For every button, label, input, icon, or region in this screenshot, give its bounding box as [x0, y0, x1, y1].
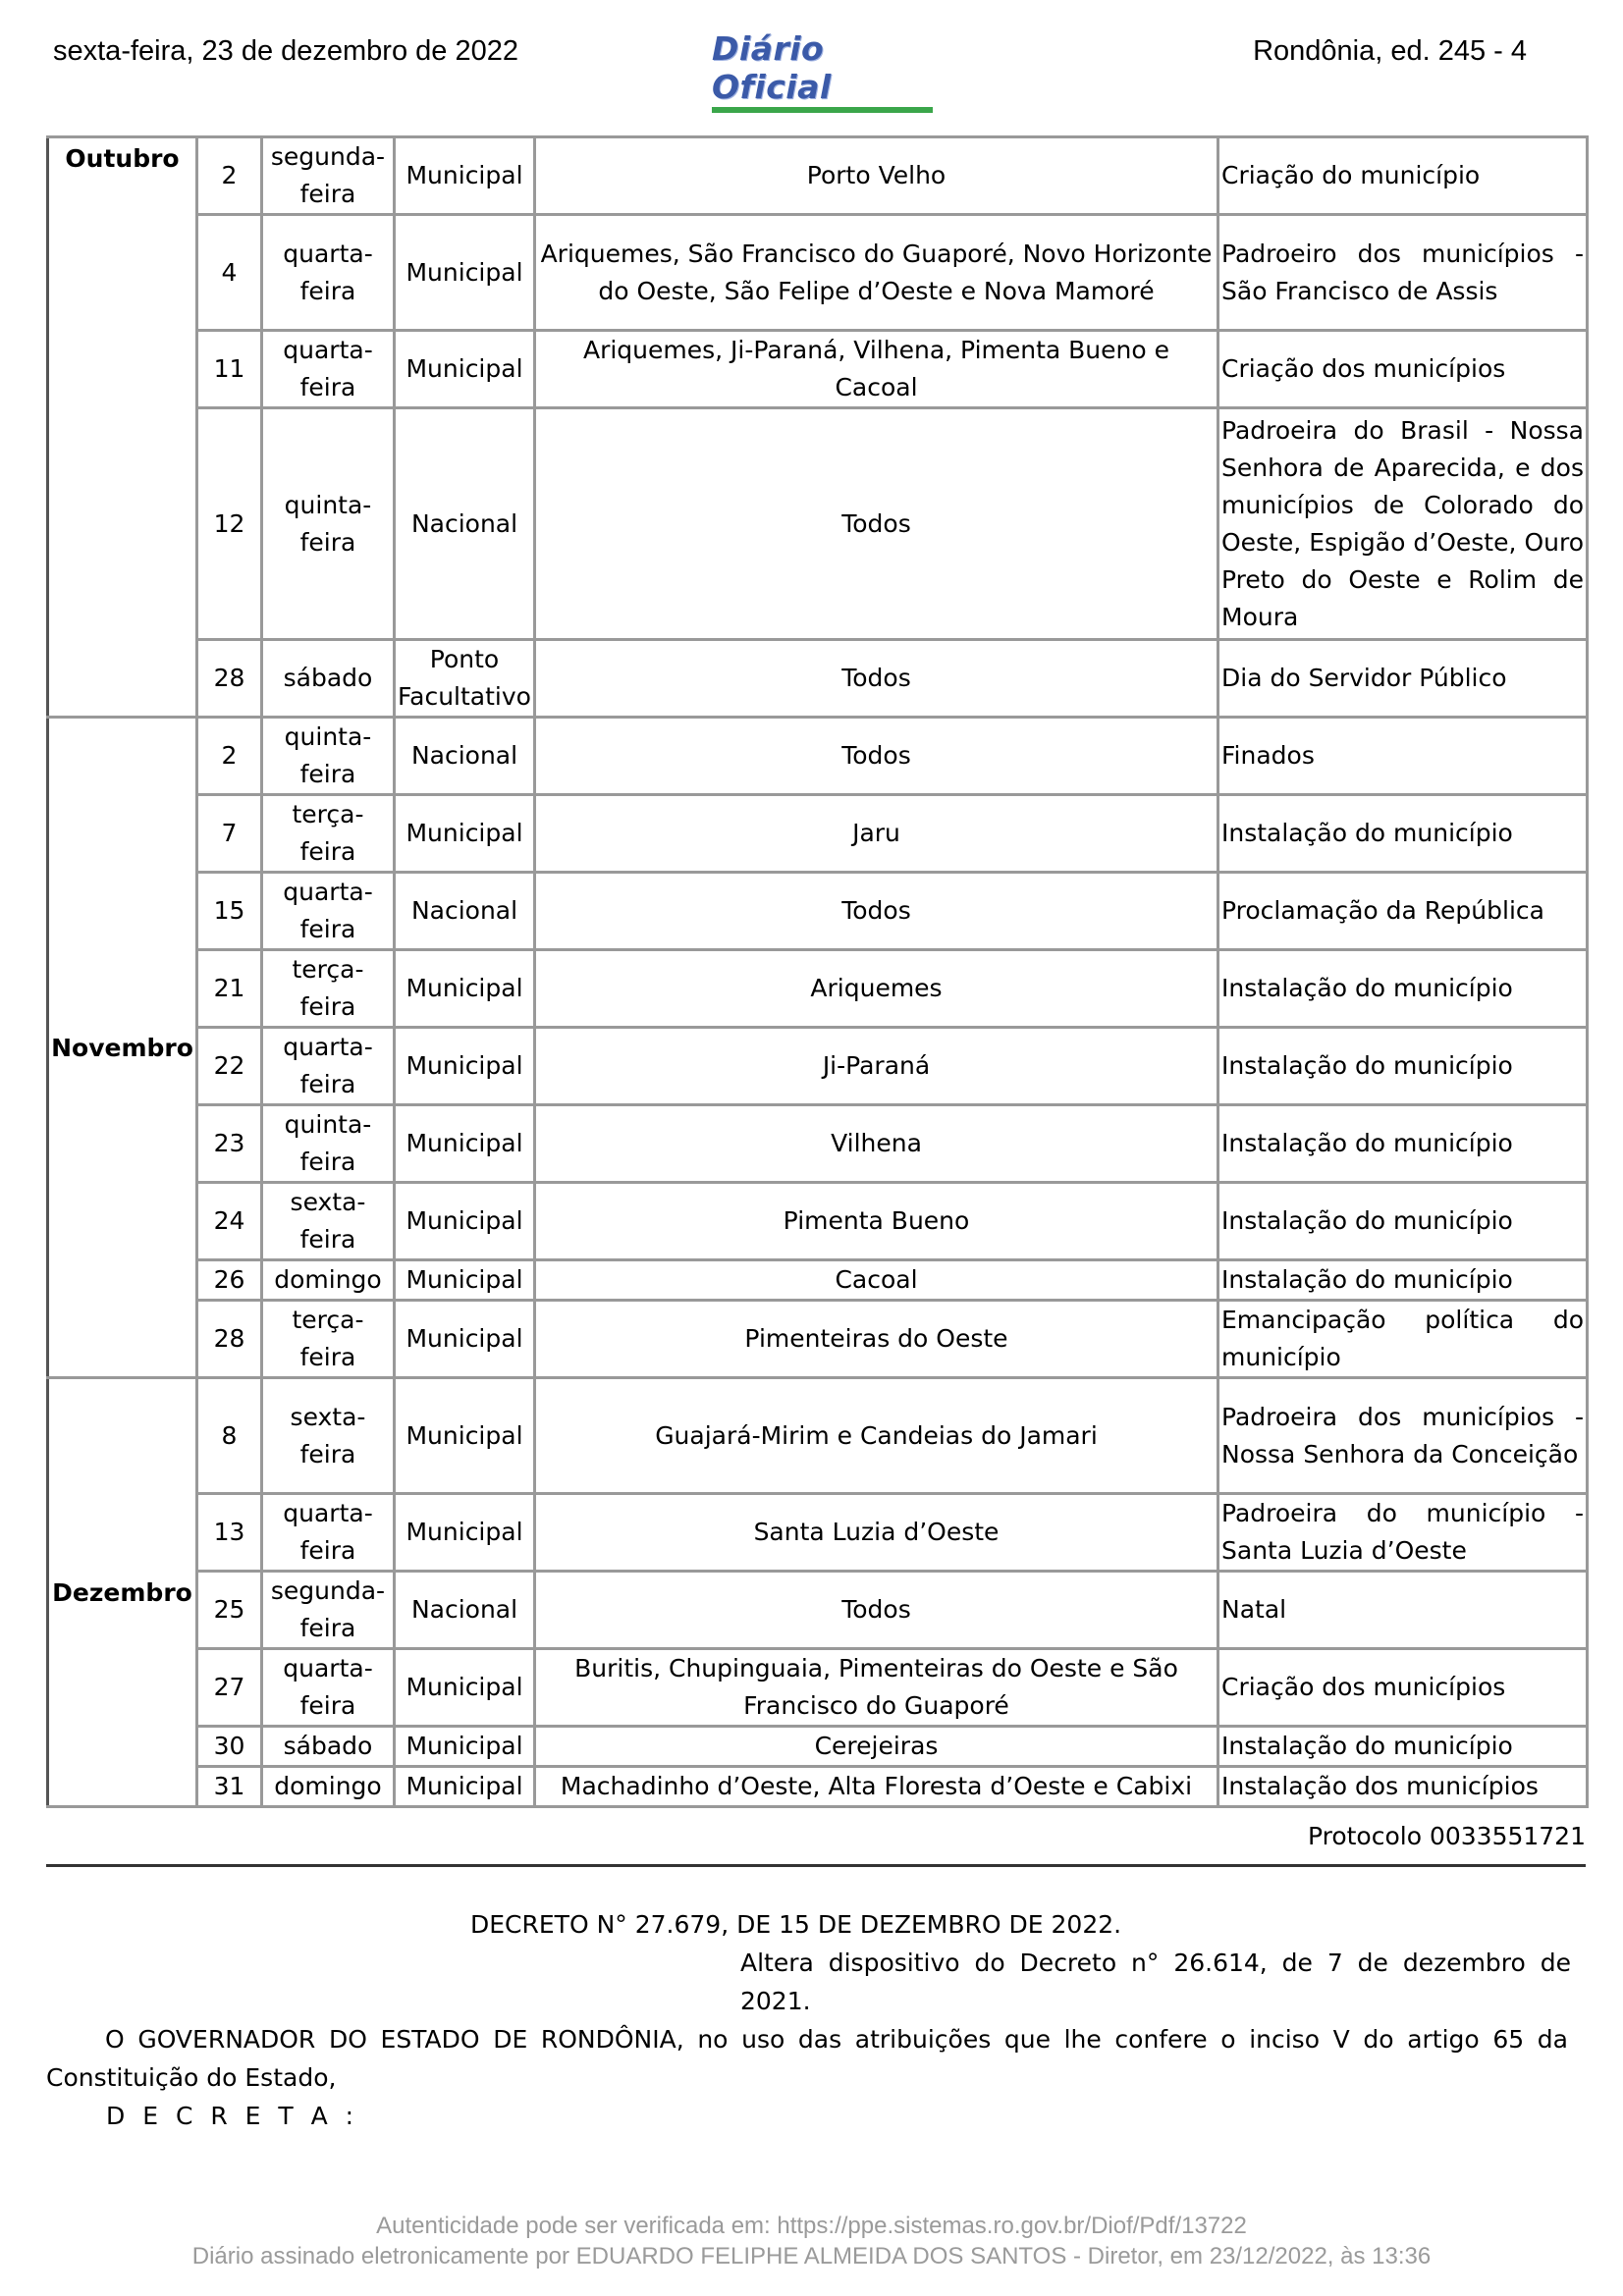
table-row — [48, 873, 1588, 950]
weekday-cell: quarta-feira — [262, 1028, 395, 1105]
weekday-cell: domingo — [262, 1767, 395, 1807]
place-cell: Ariquemes — [535, 950, 1218, 1028]
weekday-cell: terça-feira — [262, 795, 395, 873]
type-cell: Municipal — [395, 137, 535, 215]
logo-underline — [712, 107, 933, 113]
place-cell: Pimenteiras do Oeste — [535, 1301, 1218, 1378]
day-cell: 26 — [197, 1260, 262, 1301]
type-cell: Municipal — [395, 1767, 535, 1807]
day-cell: 15 — [197, 873, 262, 950]
table-row — [48, 1494, 1588, 1572]
observation-cell: Emancipação política do município — [1218, 1301, 1588, 1378]
decree-summary: Altera dispositivo do Decreto n° 26.614, de 7 de dezembro de 2021. — [740, 1949, 1571, 2015]
observation-cell: Padroeira do Brasil - Nossa Senhora de Aparecida, e dos municípios de Colorado do Oeste, Espigão d’Oeste, Ouro Preto do Oeste e Rolim de Moura — [1218, 408, 1588, 640]
table-row — [48, 1260, 1588, 1301]
place-cell: Todos — [535, 1572, 1218, 1649]
weekday-cell: quarta-feira — [262, 1494, 395, 1572]
place-cell: Machadinho d’Oeste, Alta Floresta d’Oeste e Cabixi — [535, 1767, 1218, 1807]
weekday-cell: quinta-feira — [262, 408, 395, 640]
observation-cell: Dia do Servidor Público — [1218, 640, 1588, 718]
observation-cell: Padroeiro dos municípios - São Francisco de Assis — [1218, 215, 1588, 331]
place-cell: Cacoal — [535, 1260, 1218, 1301]
weekday-cell: quarta-feira — [262, 215, 395, 331]
table-row — [48, 1378, 1588, 1494]
weekday-cell: quinta-feira — [262, 718, 395, 795]
weekday-cell: quarta-feira — [262, 873, 395, 950]
decree-preamble: O GOVERNADOR DO ESTADO DE RONDÔNIA, no uso das atribuições que lhe confere o inciso V do artigo 65 da Constituição do Estado, — [46, 2025, 1568, 2092]
day-cell: 11 — [197, 331, 262, 408]
place-cell: Ariquemes, Ji-Paraná, Vilhena, Pimenta Bueno e Cacoal — [535, 331, 1218, 408]
type-cell: Municipal — [395, 1028, 535, 1105]
holiday-table-container — [46, 135, 1586, 1808]
weekday-cell: domingo — [262, 1260, 395, 1301]
observation-cell: Finados — [1218, 718, 1588, 795]
observation-cell: Instalação do município — [1218, 1028, 1588, 1105]
day-cell: 22 — [197, 1028, 262, 1105]
observation-cell: Instalação do município — [1218, 950, 1588, 1028]
day-cell: 28 — [197, 1301, 262, 1378]
observation-cell: Instalação do município — [1218, 1727, 1588, 1767]
day-cell: 28 — [197, 640, 262, 718]
place-cell: Santa Luzia d’Oeste — [535, 1494, 1218, 1572]
observation-cell: Instalação do município — [1218, 1105, 1588, 1183]
observation-cell: Criação do município — [1218, 137, 1588, 215]
table-row — [48, 137, 1588, 215]
observation-cell: Instalação do município — [1218, 795, 1588, 873]
day-cell: 23 — [197, 1105, 262, 1183]
day-cell: 24 — [197, 1183, 262, 1260]
weekday-cell: terça-feira — [262, 950, 395, 1028]
place-cell: Guajará-Mirim e Candeias do Jamari — [535, 1378, 1218, 1494]
type-cell: Nacional — [395, 718, 535, 795]
type-cell: Municipal — [395, 1301, 535, 1378]
weekday-cell: terça-feira — [262, 1301, 395, 1378]
holiday-table — [46, 135, 1589, 1808]
place-cell: Buritis, Chupinguaia, Pimenteiras do Oeste e São Francisco do Guaporé — [535, 1649, 1218, 1727]
month-cell-novembro: Novembro — [48, 718, 197, 1378]
type-cell: Municipal — [395, 1260, 535, 1301]
table-row — [48, 950, 1588, 1028]
place-cell: Todos — [535, 408, 1218, 640]
observation-cell: Padroeira dos municípios - Nossa Senhora da Conceição — [1218, 1378, 1588, 1494]
place-cell: Ji-Paraná — [535, 1028, 1218, 1105]
decree-title: DECRETO N° 27.679, DE 15 DE DEZEMBRO DE 2022. — [470, 1910, 1122, 1939]
day-cell: 2 — [197, 137, 262, 215]
month-cell-outubro: Outubro — [48, 137, 197, 718]
day-cell: 7 — [197, 795, 262, 873]
place-cell: Todos — [535, 873, 1218, 950]
observation-cell: Instalação dos municípios — [1218, 1767, 1588, 1807]
weekday-cell: quarta-feira — [262, 1649, 395, 1727]
table-row — [48, 1028, 1588, 1105]
type-cell: Municipal — [395, 950, 535, 1028]
weekday-cell: quinta-feira — [262, 1105, 395, 1183]
place-cell: Jaru — [535, 795, 1218, 873]
logo-text: Diário Oficial — [712, 29, 832, 106]
day-cell: 12 — [197, 408, 262, 640]
weekday-cell: segunda-feira — [262, 137, 395, 215]
place-cell: Todos — [535, 640, 1218, 718]
table-row — [48, 1301, 1588, 1378]
type-cell: Municipal — [395, 795, 535, 873]
signature-note: Diário assinado eletronicamente por EDUARDO FELIPHE ALMEIDA DOS SANTOS - Diretor, em 23/12/2022, às 13:36 — [191, 2243, 1432, 2269]
type-cell: Ponto Facultativo — [395, 640, 535, 718]
type-cell: Municipal — [395, 1105, 535, 1183]
protocol-number: Protocolo 0033551721 — [1307, 1822, 1586, 1850]
weekday-cell: sexta-feira — [262, 1378, 395, 1494]
diario-oficial-logo — [712, 29, 938, 106]
place-cell: Porto Velho — [535, 137, 1218, 215]
day-cell: 2 — [197, 718, 262, 795]
weekday-cell: segunda-feira — [262, 1572, 395, 1649]
month-cell-dezembro: Dezembro — [48, 1378, 197, 1807]
day-cell: 31 — [197, 1767, 262, 1807]
place-cell: Todos — [535, 718, 1218, 795]
authenticity-link[interactable]: Autenticidade pode ser verificada em: https://ppe.sistemas.ro.gov.br/Diof/Pdf/13722 — [376, 2213, 1247, 2239]
table-row — [48, 1105, 1588, 1183]
publication-date: sexta-feira, 23 de dezembro de 2022 — [53, 35, 518, 67]
edition-info: Rondônia, ed. 245 - 4 — [1253, 35, 1527, 67]
table-row — [48, 640, 1588, 718]
place-cell: Vilhena — [535, 1105, 1218, 1183]
day-cell: 27 — [197, 1649, 262, 1727]
table-row — [48, 1572, 1588, 1649]
type-cell: Nacional — [395, 873, 535, 950]
section-divider — [46, 1864, 1586, 1867]
type-cell: Municipal — [395, 1649, 535, 1727]
table-row — [48, 795, 1588, 873]
type-cell: Nacional — [395, 408, 535, 640]
table-row — [48, 331, 1588, 408]
day-cell: 4 — [197, 215, 262, 331]
table-row — [48, 408, 1588, 640]
table-row — [48, 1649, 1588, 1727]
weekday-cell: sexta-feira — [262, 1183, 395, 1260]
observation-cell: Padroeira do município - Santa Luzia d’Oeste — [1218, 1494, 1588, 1572]
type-cell: Municipal — [395, 1494, 535, 1572]
table-row — [48, 1767, 1588, 1807]
type-cell: Municipal — [395, 1183, 535, 1260]
day-cell: 8 — [197, 1378, 262, 1494]
day-cell: 21 — [197, 950, 262, 1028]
decreta-heading: D E C R E T A : — [106, 2102, 359, 2130]
observation-cell: Instalação do município — [1218, 1183, 1588, 1260]
place-cell: Ariquemes, São Francisco do Guaporé, Novo Horizonte do Oeste, São Felipe d’Oeste e Nova Mamoré — [535, 215, 1218, 331]
observation-cell: Natal — [1218, 1572, 1588, 1649]
weekday-cell: sábado — [262, 1727, 395, 1767]
observation-cell: Criação dos municípios — [1218, 1649, 1588, 1727]
table-row — [48, 1183, 1588, 1260]
place-cell: Pimenta Bueno — [535, 1183, 1218, 1260]
table-row — [48, 718, 1588, 795]
type-cell: Municipal — [395, 331, 535, 408]
observation-cell: Instalação do município — [1218, 1260, 1588, 1301]
table-row — [48, 215, 1588, 331]
weekday-cell: quarta-feira — [262, 331, 395, 408]
day-cell: 25 — [197, 1572, 262, 1649]
day-cell: 13 — [197, 1494, 262, 1572]
table-row — [48, 1727, 1588, 1767]
place-cell: Cerejeiras — [535, 1727, 1218, 1767]
observation-cell: Criação dos municípios — [1218, 331, 1588, 408]
observation-cell: Proclamação da República — [1218, 873, 1588, 950]
type-cell: Nacional — [395, 1572, 535, 1649]
day-cell: 30 — [197, 1727, 262, 1767]
weekday-cell: sábado — [262, 640, 395, 718]
type-cell: Municipal — [395, 215, 535, 331]
type-cell: Municipal — [395, 1727, 535, 1767]
type-cell: Municipal — [395, 1378, 535, 1494]
